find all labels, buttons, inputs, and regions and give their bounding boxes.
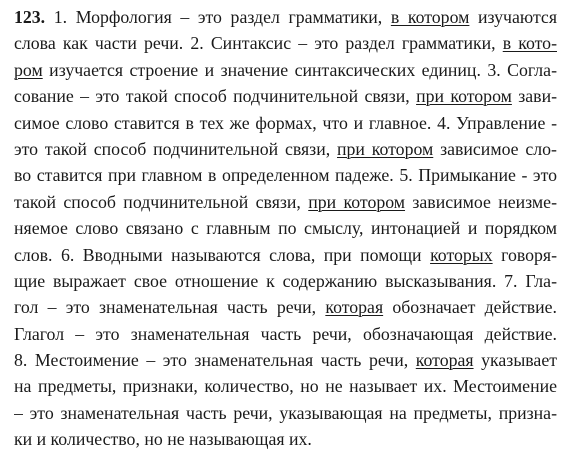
text-fragment: Глагол – это знаменательная часть речи, обозначающая действие. bbox=[14, 323, 557, 344]
underlined-relative-word: в кото- bbox=[502, 33, 557, 54]
text-fragment: во ставится при главном в определенном падеже. 5. Примыкание - это bbox=[14, 165, 557, 186]
underlined-relative-word: в котором bbox=[390, 7, 470, 27]
underlined-relative-word: при котором bbox=[308, 191, 406, 212]
text-fragment: слов. 6. Вводными называются слова, при помощи bbox=[14, 244, 431, 265]
text-line bbox=[14, 347, 557, 373]
text-line bbox=[14, 162, 557, 188]
exercise-answer-text bbox=[14, 4, 557, 453]
text-fragment: изучаются bbox=[469, 7, 557, 27]
text-fragment: симое слово ставится в тех же формах, что и главное. 4. Управление - bbox=[14, 112, 557, 133]
underlined-relative-word: при котором bbox=[416, 86, 512, 107]
text-line bbox=[14, 189, 557, 215]
text-line bbox=[14, 294, 557, 320]
text-fragment: зависимое сло- bbox=[433, 138, 557, 159]
text-line bbox=[14, 4, 557, 30]
underlined-relative-word: которая bbox=[415, 350, 474, 371]
text-fragment: 8. Местоимение – это знаменательная часть речи, bbox=[14, 350, 416, 371]
text-fragment: ки и количество, но не называющая их. bbox=[14, 429, 312, 450]
exercise-number: 123. bbox=[14, 7, 46, 27]
text-line bbox=[14, 110, 557, 136]
text-fragment: указывает bbox=[473, 350, 557, 371]
text-line bbox=[14, 57, 557, 83]
text-fragment: это такой способ подчинительной связи, bbox=[14, 138, 337, 159]
text-fragment: обозначает действие. bbox=[383, 297, 557, 318]
text-line bbox=[14, 215, 557, 241]
text-fragment: 1. Морфология – это раздел грамматики, bbox=[53, 7, 391, 27]
text-fragment: говоря- bbox=[492, 244, 557, 265]
text-line bbox=[14, 242, 557, 268]
text-fragment: – это знаменательная часть речи, указывающая на предметы, призна- bbox=[14, 402, 557, 423]
underlined-relative-word: которых bbox=[430, 244, 493, 265]
text-fragment: зависимое неизме- bbox=[405, 191, 557, 212]
underlined-relative-word: при котором bbox=[337, 138, 434, 159]
text-line bbox=[14, 400, 557, 426]
text-fragment: такой способ подчинительной связи, bbox=[14, 191, 309, 212]
text-fragment: на предметы, признаки, количество, но не называет их. Местоимение bbox=[14, 376, 557, 397]
text-line bbox=[14, 426, 557, 452]
text-line bbox=[14, 268, 557, 294]
text-fragment: слова как части речи. 2. Синтаксис – это раздел грамматики, bbox=[14, 33, 503, 54]
text-line bbox=[14, 30, 557, 56]
text-line bbox=[14, 373, 557, 399]
underlined-relative-word: ром bbox=[14, 59, 43, 80]
text-fragment: сование – это такой способ подчинительной связи, bbox=[14, 86, 417, 107]
text-line bbox=[14, 83, 557, 109]
text-fragment: изучается строение и значение синтаксических единиц. 3. Согла- bbox=[42, 59, 557, 80]
text-line bbox=[14, 321, 557, 347]
text-line bbox=[14, 136, 557, 162]
text-fragment: щие выражает свое отношение к содержанию высказывания. 7. Гла- bbox=[14, 270, 557, 291]
underlined-relative-word: которая bbox=[325, 297, 384, 318]
text-fragment: гол – это знаменательная часть речи, bbox=[14, 297, 326, 318]
text-fragment: няемое слово связано с главным по смыслу, интонацией и порядком bbox=[14, 218, 557, 239]
text-fragment: зави- bbox=[511, 86, 557, 107]
